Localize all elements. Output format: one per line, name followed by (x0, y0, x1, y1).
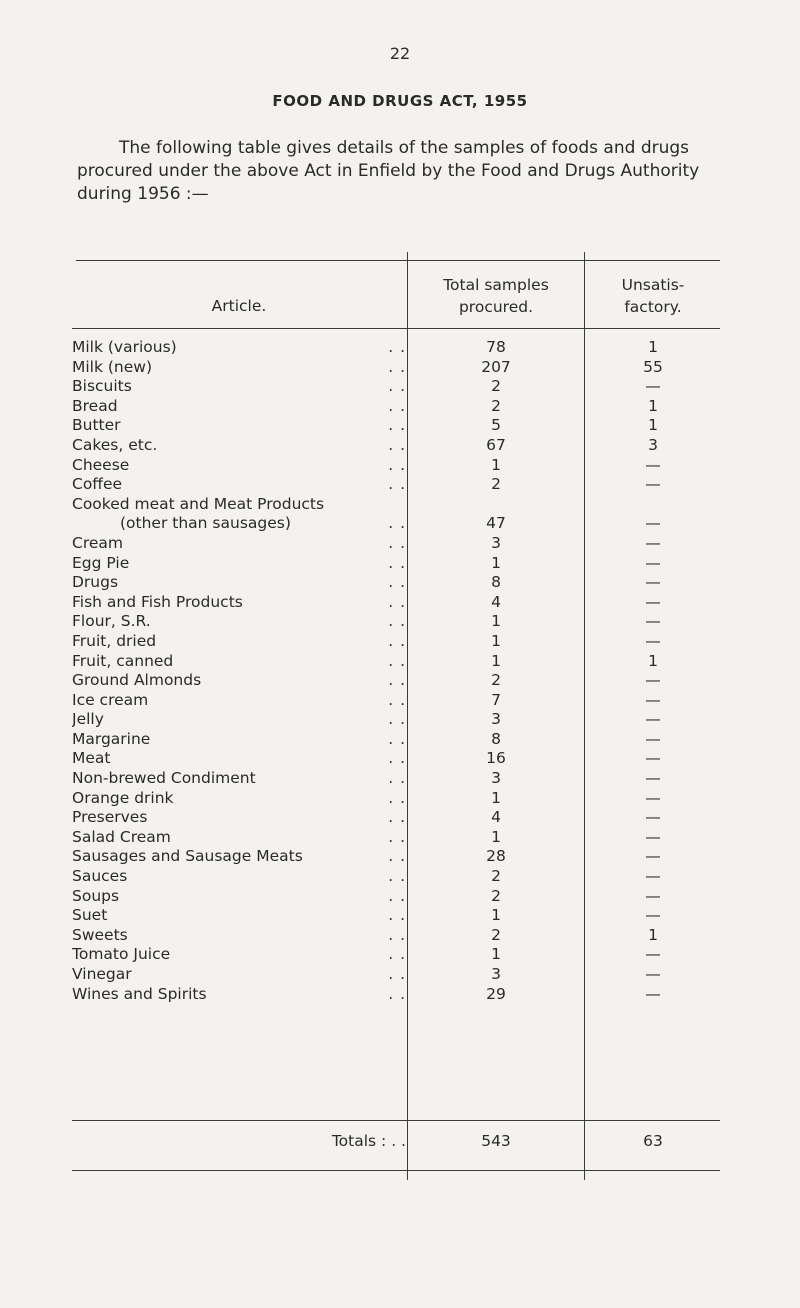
unsatisfactory-cell: — (645, 729, 661, 748)
total-cell: 3 (491, 710, 501, 729)
table-row (72, 867, 720, 887)
table-row (72, 632, 720, 652)
unsatisfactory-cell: — (645, 886, 661, 905)
unsatisfactory-cell: — (645, 945, 661, 964)
unsatisfactory-cell: — (645, 671, 661, 690)
table-row (72, 828, 720, 848)
article-cell: Suet . . (72, 906, 406, 925)
header-unsat-line1: Unsatis- (621, 276, 685, 294)
total-cell: 3 (491, 769, 501, 788)
unsatisfactory-cell: 1 (648, 338, 658, 356)
intro-paragraph: The following table gives details of the samples of foods and drugs procured under the above Act in Enfield by the Food and Drugs Authority during 1956 :— (77, 138, 700, 204)
article-cell: Biscuits . . (72, 377, 406, 396)
article-cell: Margarine . . (72, 729, 406, 748)
table-row (72, 573, 720, 593)
total-cell: 3 (491, 965, 501, 983)
table-row (72, 710, 720, 730)
total-cell: 78 (486, 338, 506, 356)
table-row (72, 612, 720, 632)
article-cell: Soups . . (72, 886, 406, 905)
article-cell: Meat . . (72, 749, 406, 768)
table-row (72, 671, 720, 691)
article-cell: Sweets . . (72, 925, 406, 944)
article-cell: Sausages and Sausage Meats . . (72, 847, 406, 866)
totals-total: 543 (481, 1132, 511, 1150)
unsatisfactory-cell: — (645, 612, 661, 631)
article-cell: Ice cream . . (72, 690, 406, 709)
total-cell: 2 (491, 475, 501, 494)
table-row (72, 887, 720, 907)
page-heading: FOOD AND DRUGS ACT, 1955 (272, 92, 528, 110)
total-cell: 16 (486, 749, 506, 768)
unsatisfactory-cell: 1 (648, 925, 658, 944)
table-row (72, 514, 720, 534)
total-cell: 29 (486, 984, 506, 1003)
article-cell: Egg Pie . . (72, 553, 406, 572)
article-cell: Flour, S.R. . . (72, 612, 406, 631)
header-total-line2: procured. (458, 298, 534, 316)
total-cell: 1 (491, 455, 501, 474)
unsatisfactory-cell: 1 (648, 651, 658, 670)
total-cell: 1 (491, 612, 501, 631)
article-cell: Cooked meat and Meat Products (72, 494, 325, 513)
table-row (72, 789, 720, 809)
article-cell: Cream . . (72, 533, 406, 552)
totals-row (72, 1130, 720, 1152)
total-cell: 2 (491, 671, 501, 690)
header-total (408, 274, 584, 318)
table-row (72, 554, 720, 574)
unsatisfactory-cell: — (645, 553, 661, 572)
total-cell: 7 (491, 690, 501, 709)
article-cell: Butter . . (72, 416, 406, 435)
table-row (72, 456, 720, 476)
unsatisfactory-cell: 1 (648, 416, 658, 435)
table-row (72, 965, 720, 985)
unsatisfactory-cell: — (645, 592, 661, 611)
table-row (72, 730, 720, 750)
page-number: 22 (389, 44, 411, 63)
header-unsatisfactory (586, 274, 720, 318)
total-cell: 2 (491, 886, 501, 905)
totals-label: Totals : . . (331, 1132, 406, 1150)
table-row (72, 749, 720, 769)
unsatisfactory-cell: — (645, 847, 661, 866)
totals-unsatisfactory: 63 (643, 1132, 663, 1150)
table-row (72, 436, 720, 456)
article-cell: Wines and Spirits . . (72, 984, 406, 1003)
unsatisfactory-cell: — (645, 749, 661, 768)
article-cell: Tomato Juice . . (72, 945, 406, 964)
total-cell: 67 (486, 435, 506, 454)
unsatisfactory-cell: — (645, 965, 661, 983)
unsatisfactory-cell: — (645, 377, 661, 396)
total-cell: 2 (491, 396, 501, 415)
table-row (72, 593, 720, 613)
table-row (72, 397, 720, 417)
table-row (72, 769, 720, 789)
article-cell: Vinegar . . (72, 965, 406, 983)
unsatisfactory-cell: 3 (648, 435, 658, 454)
header-total-line1: Total samples (443, 276, 549, 294)
header-unsat-line2: factory. (624, 298, 682, 316)
article-cell: Fruit, dried . . (72, 631, 406, 650)
table-row (72, 847, 720, 867)
total-cell: 28 (486, 847, 506, 866)
table-row (72, 358, 720, 378)
table-row (72, 377, 720, 397)
article-cell: Non-brewed Condiment . . (72, 769, 406, 788)
article-cell: Salad Cream . . (72, 827, 406, 846)
header-bottom-rule (72, 328, 720, 329)
total-cell: 4 (491, 592, 501, 611)
total-cell: 3 (491, 533, 501, 552)
article-cell: Ground Almonds . . (72, 671, 406, 690)
article-cell: Orange drink . . (72, 788, 406, 807)
total-cell: 2 (491, 377, 501, 396)
header-article: Article. (211, 297, 267, 315)
table-row (72, 652, 720, 672)
total-cell: 1 (491, 788, 501, 807)
unsatisfactory-cell: — (645, 827, 661, 846)
article-cell: Sauces . . (72, 867, 406, 886)
table-body (72, 338, 720, 1004)
unsatisfactory-cell: — (645, 455, 661, 474)
table-row (72, 495, 720, 515)
article-cell: Bread . . (72, 396, 406, 415)
table-row (72, 985, 720, 1005)
total-cell: 5 (491, 416, 501, 435)
table-row (72, 338, 720, 358)
unsatisfactory-cell: — (645, 514, 661, 533)
table-row (72, 808, 720, 828)
table-row (72, 416, 720, 436)
total-cell: 1 (491, 553, 501, 572)
article-cell: Preserves . . (72, 808, 406, 827)
table-top-rule (76, 260, 720, 261)
article-cell: Cakes, etc. . . (72, 435, 406, 454)
total-cell: 1 (491, 651, 501, 670)
total-cell: 1 (491, 827, 501, 846)
unsatisfactory-cell: — (645, 808, 661, 827)
unsatisfactory-cell: 1 (648, 396, 658, 415)
unsatisfactory-cell: 55 (643, 357, 663, 376)
total-cell: 207 (481, 357, 511, 376)
total-cell: 1 (491, 945, 501, 964)
unsatisfactory-cell: — (645, 984, 661, 1003)
table-row (72, 906, 720, 926)
table-row (72, 691, 720, 711)
unsatisfactory-cell: — (645, 533, 661, 552)
total-cell: 8 (491, 573, 501, 592)
article-cell: Coffee . . (72, 475, 406, 494)
total-cell: 47 (486, 514, 506, 533)
unsatisfactory-cell: — (645, 867, 661, 886)
unsatisfactory-cell: — (645, 788, 661, 807)
samples-table (72, 258, 720, 1308)
total-cell: 8 (491, 729, 501, 748)
total-cell: 2 (491, 867, 501, 886)
table-bottom-rule (72, 1170, 720, 1171)
unsatisfactory-cell: — (645, 710, 661, 729)
table-row (72, 475, 720, 495)
unsatisfactory-cell: — (645, 690, 661, 709)
unsatisfactory-cell: — (645, 906, 661, 925)
table-row (72, 945, 720, 965)
article-cell: Fruit, canned . . (72, 651, 406, 670)
total-cell: 1 (491, 906, 501, 925)
total-cell: 1 (491, 631, 501, 650)
totals-top-rule (72, 1120, 720, 1121)
article-cell: (other than sausages) . . (120, 514, 406, 533)
article-cell: Milk (new) . . (72, 357, 406, 376)
table-row (72, 534, 720, 554)
article-cell: Cheese . . (72, 455, 406, 474)
unsatisfactory-cell: — (645, 573, 661, 592)
article-cell: Fish and Fish Products . . (72, 592, 406, 611)
unsatisfactory-cell: — (645, 769, 661, 788)
unsatisfactory-cell: — (645, 475, 661, 494)
article-cell: Jelly . . (72, 710, 406, 729)
article-cell: Drugs . . (72, 573, 406, 592)
total-cell: 4 (491, 808, 501, 827)
unsatisfactory-cell: — (645, 631, 661, 650)
total-cell: 2 (491, 925, 501, 944)
article-cell: Milk (various) . . (72, 338, 406, 356)
table-row (72, 926, 720, 946)
